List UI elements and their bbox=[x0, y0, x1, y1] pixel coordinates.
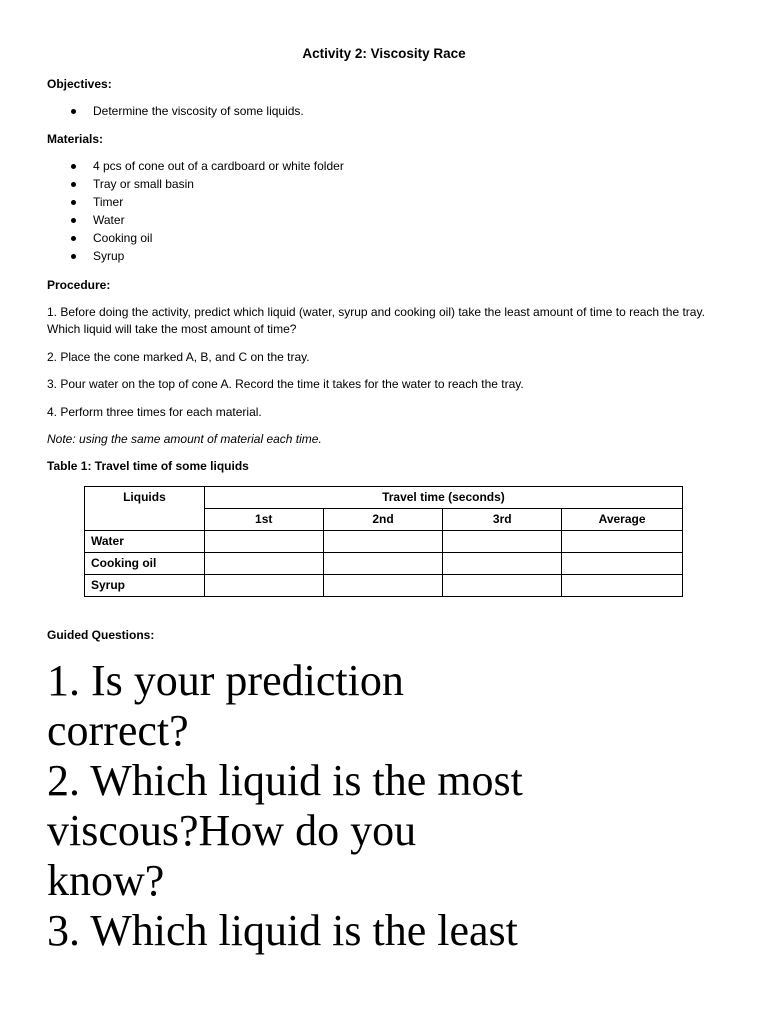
page-title: Activity 2: Viscosity Race bbox=[302, 46, 466, 61]
bullet-icon bbox=[71, 200, 76, 205]
header-trial-1: 1st bbox=[204, 509, 323, 531]
table-cell bbox=[204, 575, 323, 597]
materials-list bbox=[47, 157, 344, 265]
bullet-icon bbox=[71, 218, 76, 223]
header-liquids: Liquids bbox=[85, 487, 205, 531]
travel-time-table bbox=[84, 486, 683, 597]
table-cell bbox=[323, 553, 443, 575]
table-cell bbox=[323, 531, 443, 553]
table-row bbox=[85, 575, 683, 597]
header-average: Average bbox=[562, 509, 683, 531]
list-item: Water bbox=[47, 211, 344, 229]
table-caption: Table 1: Travel time of some liquids bbox=[47, 459, 249, 473]
bullet-icon bbox=[71, 236, 76, 241]
objectives-heading: Objectives: bbox=[47, 77, 112, 91]
procedure-note: Note: using the same amount of material each time. bbox=[47, 432, 322, 446]
table-cell bbox=[443, 531, 562, 553]
guided-questions-text bbox=[47, 656, 647, 956]
procedure-step-3: 3. Pour water on the top of cone A. Record the time it takes for the water to reach the tray. bbox=[47, 377, 524, 391]
bullet-icon bbox=[71, 164, 76, 169]
question-line: viscous?How do you bbox=[47, 806, 417, 855]
table-cell bbox=[562, 575, 683, 597]
list-item: Timer bbox=[47, 193, 344, 211]
table-cell bbox=[562, 531, 683, 553]
table-cell bbox=[204, 553, 323, 575]
bullet-icon bbox=[71, 254, 76, 259]
procedure-step-2: 2. Place the cone marked A, B, and C on the tray. bbox=[47, 350, 310, 364]
guided-questions-heading: Guided Questions: bbox=[47, 628, 155, 642]
question-line: correct? bbox=[47, 706, 189, 755]
list-item: Cooking oil bbox=[47, 229, 344, 247]
list-item: Determine the viscosity of some liquids. bbox=[47, 102, 304, 120]
row-label: Cooking oil bbox=[85, 553, 205, 575]
question-line: know? bbox=[47, 856, 165, 905]
table-cell bbox=[323, 575, 443, 597]
objectives-list bbox=[47, 102, 304, 120]
list-item: Tray or small basin bbox=[47, 175, 344, 193]
bullet-icon bbox=[71, 109, 76, 114]
list-item: 4 pcs of cone out of a cardboard or white folder bbox=[47, 157, 344, 175]
header-trial-2: 2nd bbox=[323, 509, 443, 531]
header-trial-3: 3rd bbox=[443, 509, 562, 531]
table-cell bbox=[443, 575, 562, 597]
table-cell bbox=[204, 531, 323, 553]
table-row bbox=[85, 531, 683, 553]
table-cell bbox=[562, 553, 683, 575]
question-line: 2. Which liquid is the most bbox=[47, 756, 523, 805]
bullet-icon bbox=[71, 182, 76, 187]
question-line: 3. Which liquid is the least bbox=[47, 906, 518, 955]
table-row bbox=[85, 553, 683, 575]
row-label: Syrup bbox=[85, 575, 205, 597]
row-label: Water bbox=[85, 531, 205, 553]
procedure-step-1: 1. Before doing the activity, predict which liquid (water, syrup and cooking oil) take the least amount of time to reach the tray. Which liquid will take the most amount of time? bbox=[47, 305, 705, 336]
procedure-heading: Procedure: bbox=[47, 278, 111, 292]
header-travel-time: Travel time (seconds) bbox=[204, 487, 682, 509]
question-line: 1. Is your prediction bbox=[47, 656, 404, 705]
procedure-step-4: 4. Perform three times for each material. bbox=[47, 405, 262, 419]
list-item: Syrup bbox=[47, 247, 344, 265]
table-cell bbox=[443, 553, 562, 575]
materials-heading: Materials: bbox=[47, 132, 104, 146]
